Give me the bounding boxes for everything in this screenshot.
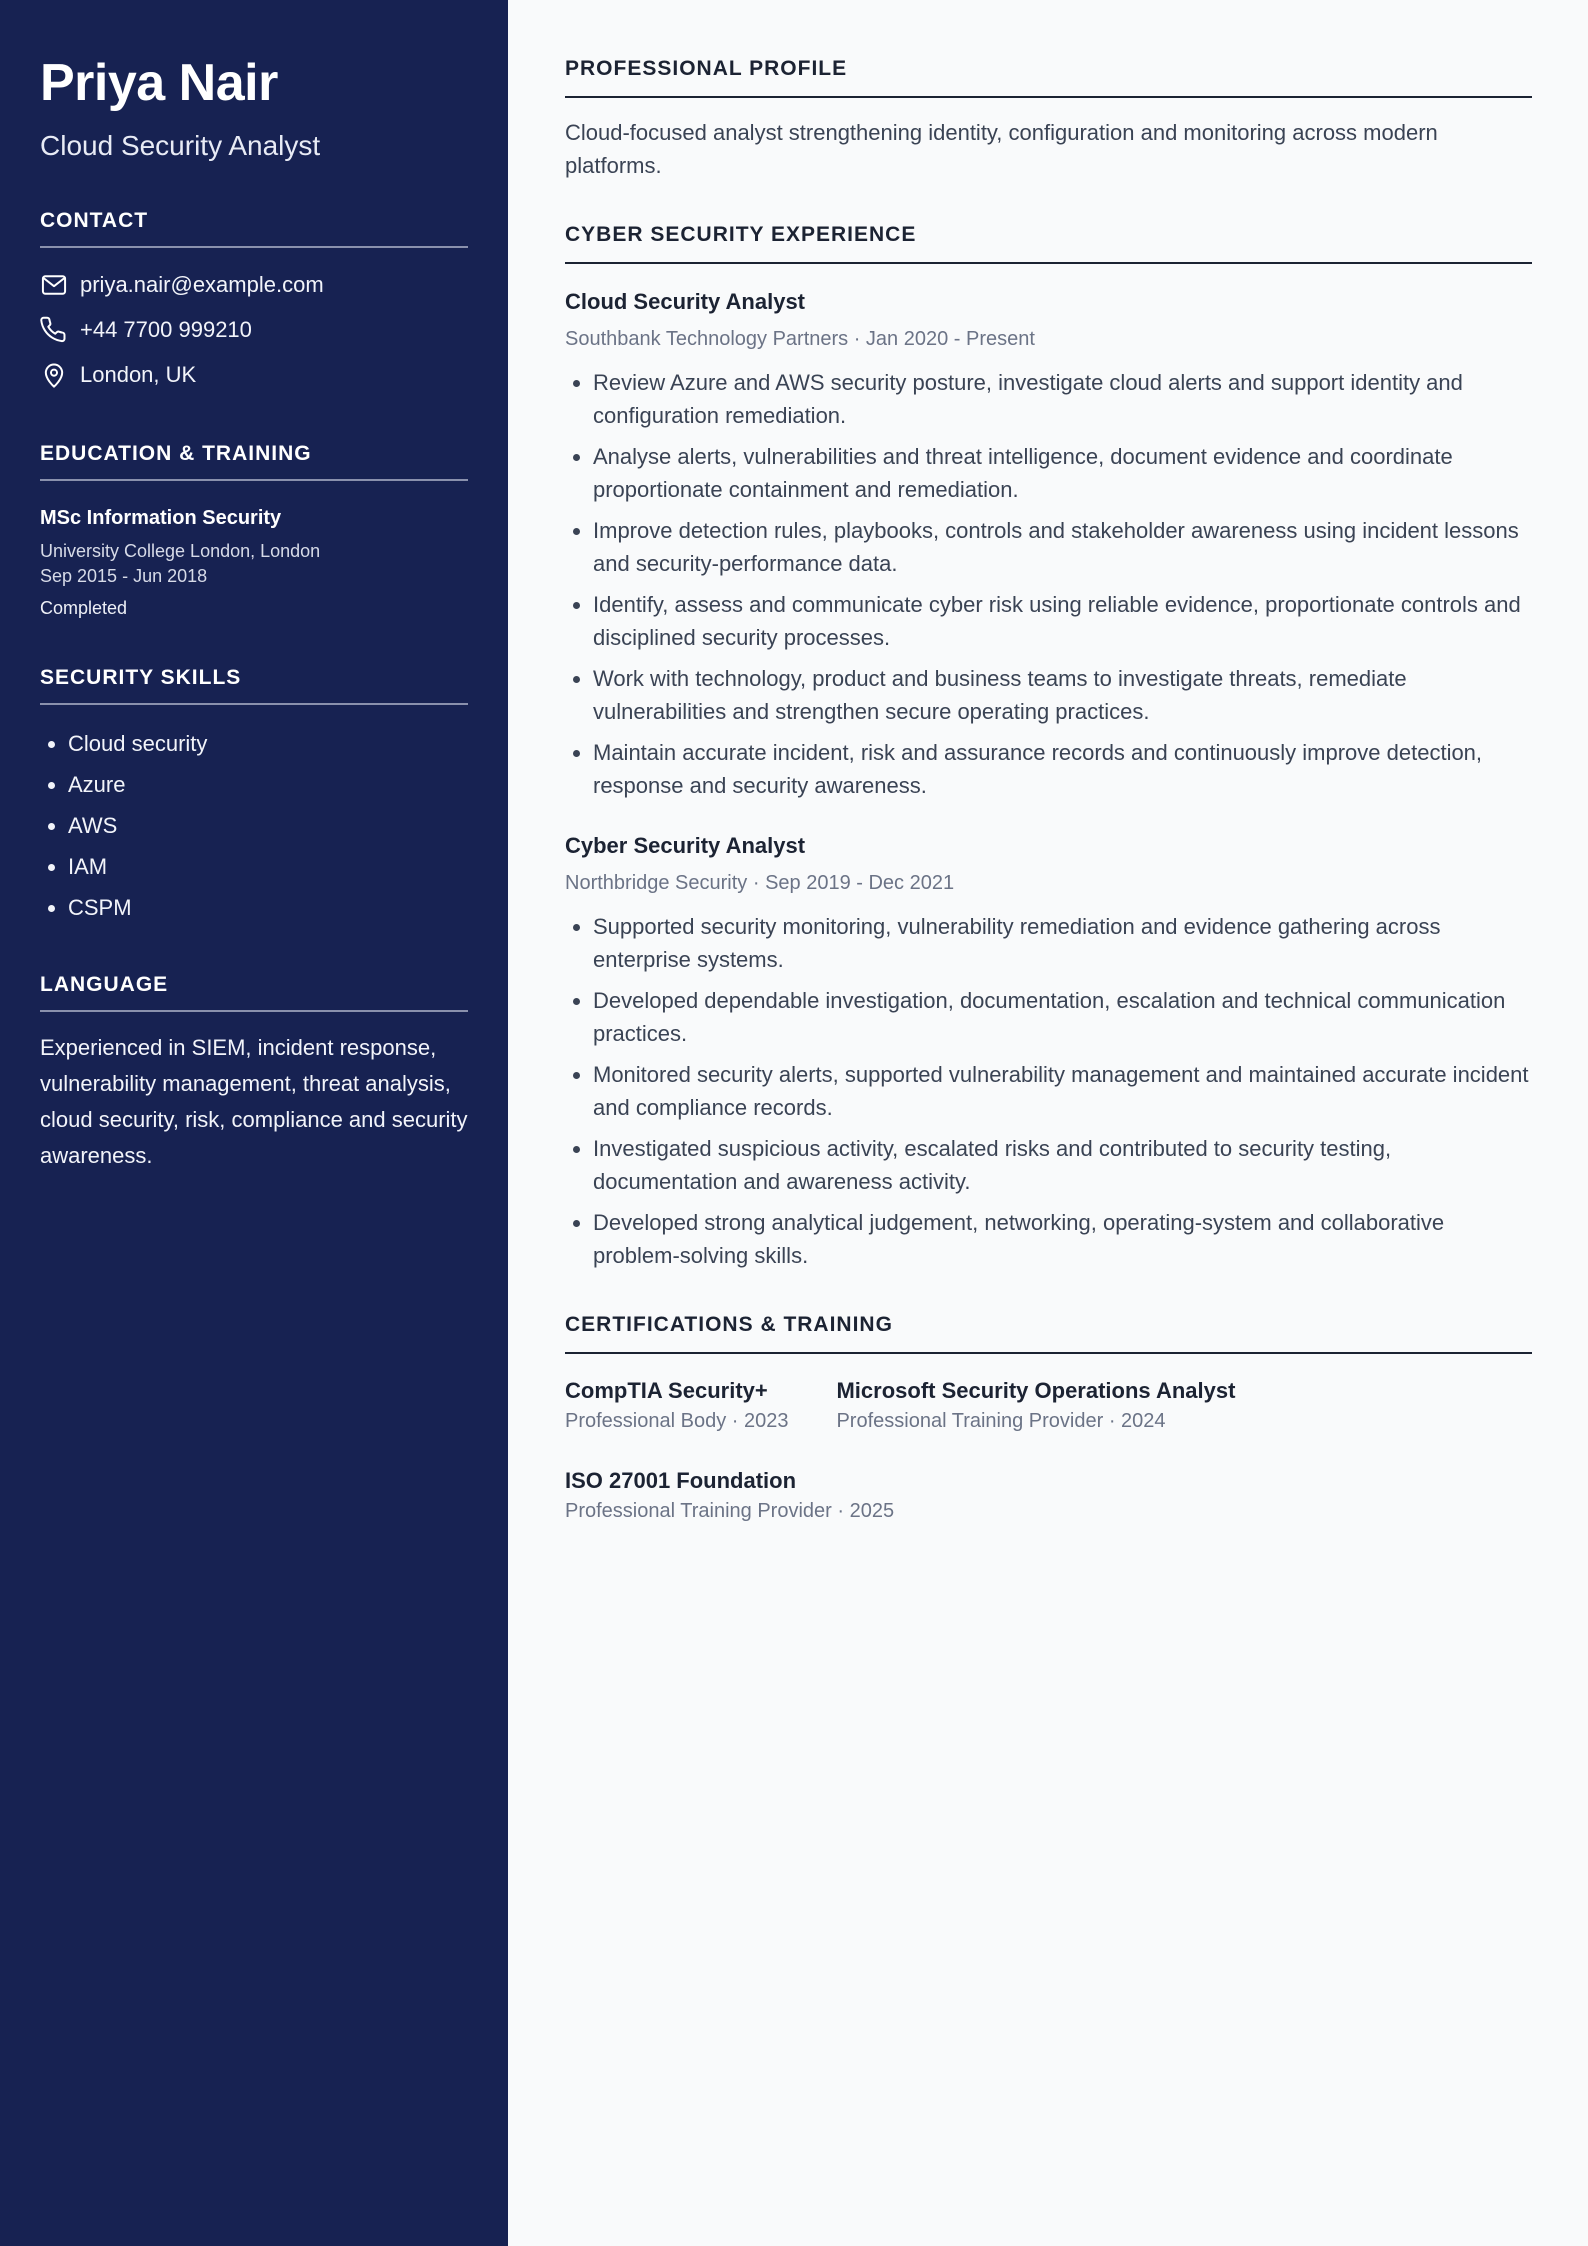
candidate-name: Priya Nair (40, 54, 278, 112)
skill-item: • Cloud security (68, 723, 468, 764)
job-bullet: • Review Azure and AWS security posture, investigate cloud alerts and support identity and configuration remediation. (593, 366, 1532, 432)
job-bullet: • Investigated suspicious activity, escalated risks and contributed to security testing, documentation and awareness activity. (593, 1132, 1532, 1198)
certifications-list (565, 1376, 1532, 1556)
job-bullet: • Supported security monitoring, vulnerability remediation and evidence gathering across enterprise systems. (593, 910, 1532, 976)
location-pin-icon (40, 361, 68, 389)
profile-text: Cloud-focused analyst strengthening identity, configuration and monitoring across modern platforms. (565, 120, 1438, 178)
job-bullet: • Analyse alerts, vulnerabilities and threat intelligence, document evidence and coordinate proportionate containment and remediation. (593, 440, 1532, 506)
education-degree: MSc Information Security (40, 507, 282, 529)
contact-phone-text: +44 7700 999210 (80, 316, 252, 342)
contact-email-text: priya.nair@example.com (80, 271, 324, 297)
profile-section (565, 56, 1532, 182)
job-meta: Northbridge Security · Sep 2019 - Dec 2021 (565, 872, 955, 894)
phone-icon (40, 316, 68, 344)
education-heading: EDUCATION & TRAINING (40, 441, 468, 481)
language-section (40, 972, 468, 1174)
job-title: Cyber Security Analyst (565, 833, 806, 858)
skills-heading: SECURITY SKILLS (40, 665, 468, 705)
contact-location-text: London, UK (80, 361, 197, 387)
job-bullet: • Work with technology, product and business teams to investigate threats, remediate vulnerabilities and strengthen secure operating practices. (593, 662, 1532, 728)
sidebar (0, 0, 508, 2246)
skill-item: • CSPM (68, 887, 468, 928)
certification-item (836, 1376, 1235, 1436)
education-status: Completed (40, 598, 128, 618)
contact-location (40, 352, 468, 397)
certification-name: CompTIA Security+ (565, 1378, 768, 1403)
certification-name: Microsoft Security Operations Analyst (836, 1378, 1236, 1403)
certification-item (565, 1466, 894, 1526)
certifications-heading: CERTIFICATIONS & TRAINING (565, 1312, 1532, 1354)
certification-name: ISO 27001 Foundation (565, 1468, 797, 1493)
education-dates: Sep 2015 - Jun 2018 (40, 566, 208, 586)
experience-heading: CYBER SECURITY EXPERIENCE (565, 222, 1532, 264)
contact-email[interactable] (40, 262, 468, 307)
job-title: Cloud Security Analyst (565, 289, 806, 314)
contact-list (40, 262, 468, 397)
job-entry (565, 288, 1532, 802)
main-content (508, 0, 1588, 2246)
job-bullets (565, 910, 1532, 1272)
profile-heading: PROFESSIONAL PROFILE (565, 56, 1532, 98)
skills-section (40, 665, 468, 928)
job-bullet: • Developed strong analytical judgement, networking, operating-system and collaborative problem-solving skills. (593, 1206, 1532, 1272)
certification-meta: Professional Body · 2023 (565, 1410, 789, 1432)
job-meta: Southbank Technology Partners · Jan 2020 - Present (565, 328, 1035, 350)
skill-item: • AWS (68, 805, 468, 846)
job-bullet: • Developed dependable investigation, documentation, escalation and technical communication practices. (593, 984, 1532, 1050)
certification-item (565, 1376, 788, 1436)
contact-phone[interactable] (40, 307, 468, 352)
skill-item: • IAM (68, 846, 468, 887)
job-entry (565, 832, 1532, 1272)
skill-item: • Azure (68, 764, 468, 805)
job-bullets (565, 366, 1532, 802)
mail-icon (40, 271, 68, 299)
certifications-section (565, 1312, 1532, 1556)
education-section (40, 441, 468, 621)
contact-heading: CONTACT (40, 208, 468, 248)
education-school: University College London, London (40, 541, 321, 561)
job-bullet: • Maintain accurate incident, risk and assurance records and continuously improve detection, response and security awareness. (593, 736, 1532, 802)
contact-section (40, 208, 468, 397)
job-bullet: • Improve detection rules, playbooks, controls and stakeholder awareness using incident lessons and security-performance data. (593, 514, 1532, 580)
candidate-title: Cloud Security Analyst (40, 130, 321, 161)
skills-list (40, 723, 468, 928)
certification-meta: Professional Training Provider · 2024 (836, 1410, 1166, 1432)
experience-section (565, 222, 1532, 1272)
language-text: Experienced in SIEM, incident response, vulnerability management, threat analysis, cloud security, risk, compliance and security awareness. (40, 1035, 468, 1168)
job-bullet: • Identify, assess and communicate cyber risk using reliable evidence, proportionate controls and disciplined security processes. (593, 588, 1532, 654)
language-heading: LANGUAGE (40, 972, 468, 1012)
job-bullet: • Monitored security alerts, supported vulnerability management and maintained accurate incident and compliance records. (593, 1058, 1532, 1124)
certification-meta: Professional Training Provider · 2025 (565, 1500, 895, 1522)
